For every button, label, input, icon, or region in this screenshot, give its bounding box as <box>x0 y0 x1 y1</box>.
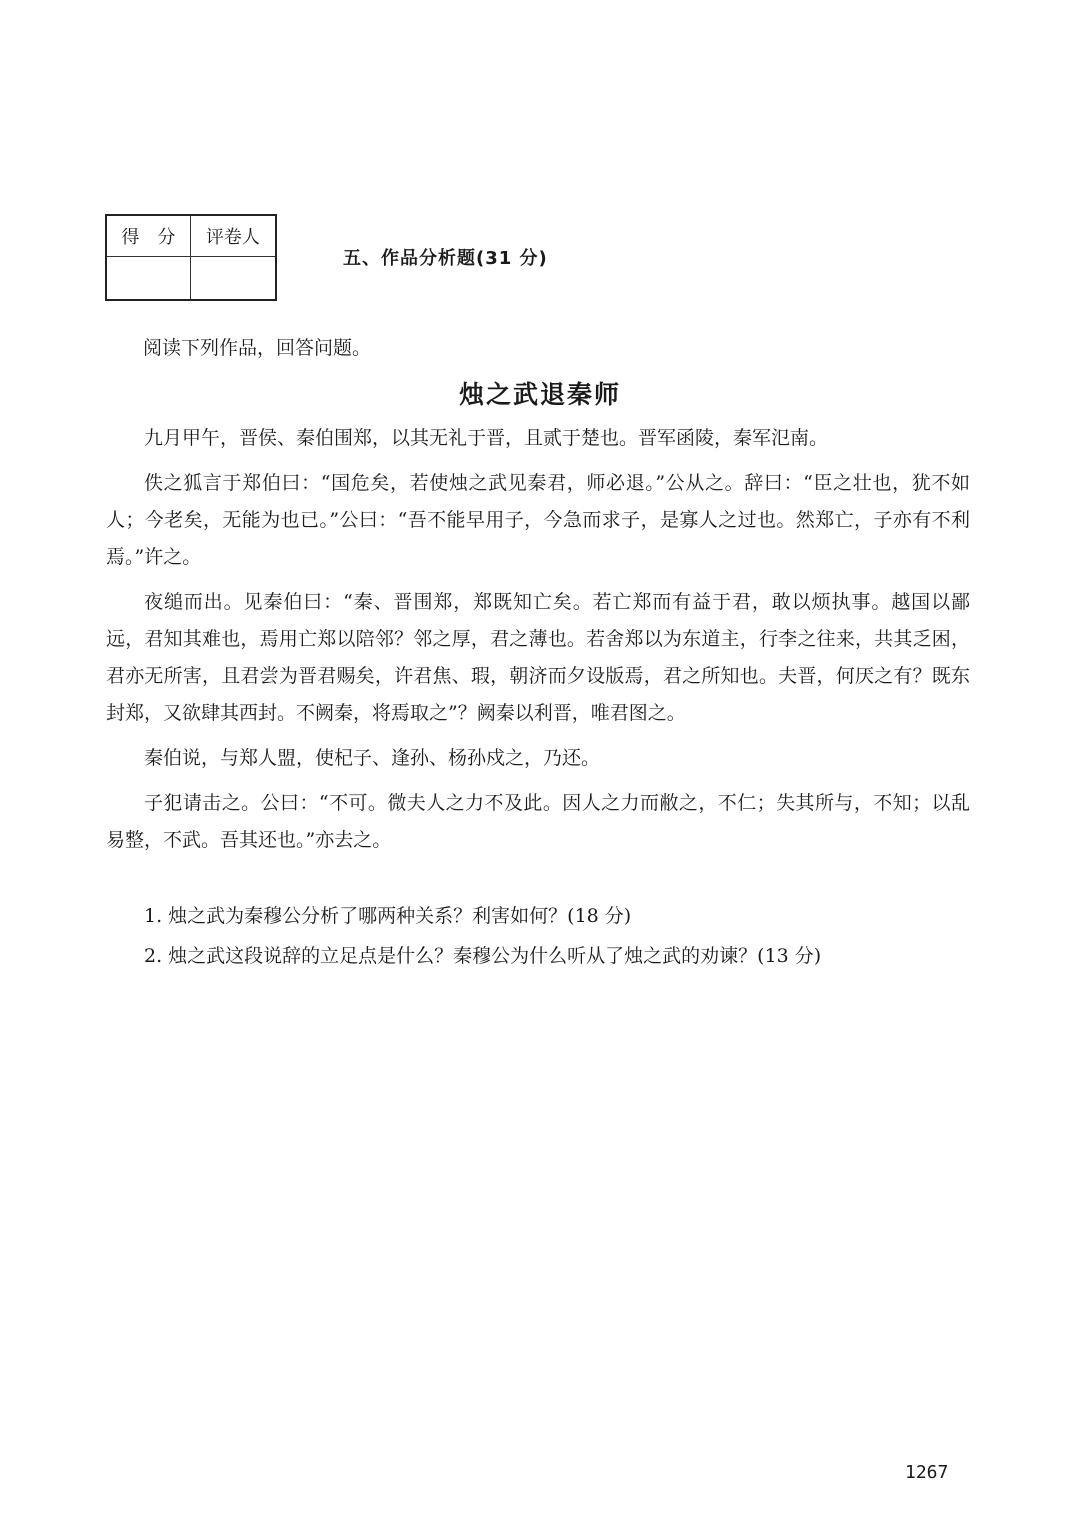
grader-header: 评卷人 <box>190 215 276 257</box>
instruction: 阅读下列作品，回答问题。 <box>143 337 372 359</box>
page-number: 1267 <box>905 1462 949 1483</box>
grader-cell <box>190 257 276 301</box>
paragraph: 佚之狐言于郑伯曰：“国危矣，若使烛之武见秦君，师必退。”公从之。辞曰：“臣之壮也，犹不如人；今老矣，无能为也已。”公曰：“吾不能早用子，今急而求子，是寡人之过也。然郑亡，子亦有不利焉。”许之。 <box>106 472 970 568</box>
score-cell <box>106 257 190 301</box>
question-item: 1. 烛之武为秦穆公分析了哪两种关系？利害如何？(18 分) <box>144 905 632 927</box>
question-item: 2. 烛之武这段说辞的立足点是什么？秦穆公为什么听从了烛之武的劝谏？(13 分) <box>144 945 822 967</box>
paragraph: 子犯请击之。公曰：“不可。微夫人之力不及此。因人之力而敝之，不仁；失其所与，不知；以乱易整，不武。吾其还也。”亦去之。 <box>106 792 970 851</box>
score-header: 得 分 <box>106 215 190 257</box>
paragraph: 秦伯说，与郑人盟，使杞子、逢孙、杨孙戍之，乃还。 <box>144 747 601 769</box>
paragraph: 夜缒而出。见秦伯曰：“秦、晋围郑，郑既知亡矣。若亡郑而有益于君，敢以烦执事。越国以鄙远，君知其难也，焉用亡郑以陪邻？邻之厚，君之薄也。若舍郑以为东道主，行李之往来，共其乏困，君亦无所害，且君尝为晋君赐矣，许君焦、瑕，朝济而夕设版焉，君之所知也。夫晋，何厌之有？既东封郑，又欲肆其西封。不阙秦，将焉取之”？阙秦以利晋，唯君图之。 <box>106 591 970 724</box>
questions <box>106 896 970 976</box>
paragraph: 九月甲午，晋侯、秦伯围郑，以其无礼于晋，且贰于楚也。晋军函陵，秦军氾南。 <box>144 427 829 449</box>
poem-title: 烛之武退秦师 <box>458 380 621 409</box>
score-box <box>105 214 277 301</box>
section-title: 五、作品分析题(31 分) <box>343 248 548 269</box>
passage <box>106 420 970 867</box>
